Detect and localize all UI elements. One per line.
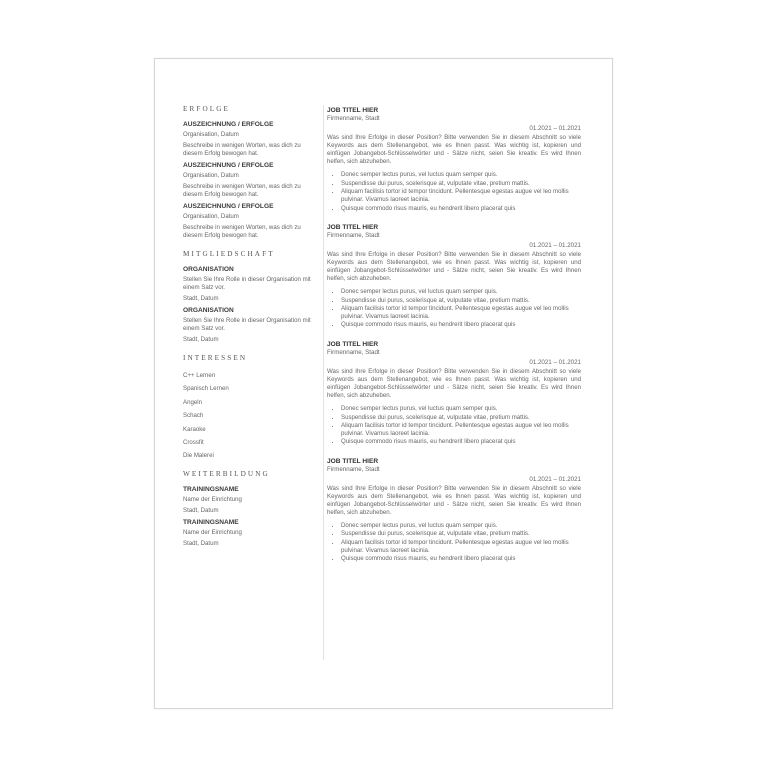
job-bullet: • Quisque commodo risus mauris, eu hendrerit libero placerat quis xyxy=(341,555,581,562)
job-bullets xyxy=(327,405,581,446)
training-place: Stadt, Datum xyxy=(183,540,219,548)
job-company: Firmenname, Stadt xyxy=(327,348,380,356)
membership-description: Stellen Sie Ihre Rolle in dieser Organisation mit einem Satz vor. xyxy=(183,276,311,291)
achievement-description: Beschreibe in wenigen Worten, was dich zu diesem Erfolg bewogen hat. xyxy=(183,142,301,157)
section-title: INTERESSEN xyxy=(183,354,248,362)
section-title: MITGLIEDSCHAFT xyxy=(183,250,275,258)
interests-list xyxy=(183,372,317,460)
interest-item: Angeln xyxy=(183,398,202,406)
achievement-org: Organisation, Datum xyxy=(183,213,239,220)
left-column xyxy=(183,105,317,558)
membership-title: ORGANISATION xyxy=(183,266,234,273)
job-bullet: • Quisque commodo risus mauris, eu hendrerit libero placerat quis xyxy=(341,321,581,328)
training-place: Stadt, Datum xyxy=(183,507,219,515)
job-bullet: • Aliquam facilisis tortor id tempor tincidunt. Pellentesque egestas augue vel leo mollis pulvinar. Vivamus laoreet lacinia. xyxy=(341,305,581,320)
section-mitgliedschaft xyxy=(183,250,317,344)
job-bullet: • Donec semper lectus purus, vel luctus quam semper quis. xyxy=(341,405,581,412)
achievement-title: AUSZEICHNUNG / ERFOLGE xyxy=(183,162,274,169)
membership-place: Stadt, Datum xyxy=(183,295,219,302)
section-title: WEITERBILDUNG xyxy=(183,470,270,479)
membership-place: Stadt, Datum xyxy=(183,336,219,343)
job-bullet: • Aliquam facilisis tortor id tempor tincidunt. Pellentesque egestas augue vel leo mollis pulvinar. Vivamus laoreet lacinia. xyxy=(341,539,581,554)
job-entry xyxy=(327,340,581,446)
achievement-item xyxy=(183,161,317,199)
achievement-title: AUSZEICHNUNG / ERFOLGE xyxy=(183,121,274,128)
interest-item: Schach xyxy=(183,412,204,420)
section-erfolge xyxy=(183,105,317,240)
job-dates: 01.2021 – 01.2021 xyxy=(529,358,581,366)
job-bullet: • Donec semper lectus purus, vel luctus quam semper quis. xyxy=(341,522,581,529)
section-title: ERFOLGE xyxy=(183,105,231,113)
job-description: Was sind Ihre Erfolge in dieser Position? Bitte verwenden Sie in diesem Abschnitt so viele Keywords aus dem Stellenangebot, wie es Ihnen passt. Was wichtig ist, kopieren und einfügen Jobangebot-Schlüsselwörter und - Sätze nicht, seien Sie kreativ. Es wird Ihnen helfen, sich abzuheben. xyxy=(327,484,581,516)
achievement-item xyxy=(183,120,317,158)
interest-item: Spanisch Lernen xyxy=(183,385,229,393)
achievement-org: Organisation, Datum xyxy=(183,131,239,138)
achievement-org: Organisation, Datum xyxy=(183,172,239,179)
job-bullet: • Aliquam facilisis tortor id tempor tincidunt. Pellentesque egestas augue vel leo mollis pulvinar. Vivamus laoreet lacinia. xyxy=(341,188,581,203)
job-bullet: • Quisque commodo risus mauris, eu hendrerit libero placerat quis xyxy=(341,438,581,445)
job-bullet: • Suspendisse dui purus, scelerisque at, vulputate vitae, pretium mattis. xyxy=(341,530,581,537)
training-title: TRAININGSNAME xyxy=(183,519,239,527)
job-company: Firmenname, Stadt xyxy=(327,465,380,473)
membership-item xyxy=(183,265,317,303)
interest-item: Crossfit xyxy=(183,438,204,446)
job-company: Firmenname, Stadt xyxy=(327,231,380,239)
job-title: JOB TITEL HIER xyxy=(327,457,379,465)
job-bullets xyxy=(327,171,581,212)
job-bullet: • Suspendisse dui purus, scelerisque at, vulputate vitae, pretium mattis. xyxy=(341,180,581,187)
job-bullet: • Quisque commodo risus mauris, eu hendrerit libero placerat quis xyxy=(341,205,581,212)
interest-item: Die Malerei xyxy=(183,452,214,460)
achievement-title: AUSZEICHNUNG / ERFOLGE xyxy=(183,203,274,210)
job-entry xyxy=(327,457,581,563)
section-weiterbildung xyxy=(183,470,317,548)
training-item xyxy=(183,485,317,515)
interest-item: C++ Lernen xyxy=(183,372,216,379)
job-title: JOB TITEL HIER xyxy=(327,107,379,114)
job-bullet: • Aliquam facilisis tortor id tempor tincidunt. Pellentesque egestas augue vel leo mollis pulvinar. Vivamus laoreet lacinia. xyxy=(341,422,581,437)
training-institution: Name der Einrichtung xyxy=(183,529,242,537)
membership-description: Stellen Sie Ihre Rolle in dieser Organisation mit einem Satz vor. xyxy=(183,317,311,332)
training-title: TRAININGSNAME xyxy=(183,486,239,494)
achievement-item xyxy=(183,202,317,240)
training-item xyxy=(183,518,317,548)
job-company: Firmenname, Stadt xyxy=(327,115,380,122)
experience-column xyxy=(327,106,581,574)
job-dates: 01.2021 – 01.2021 xyxy=(529,241,581,249)
job-bullet: • Donec semper lectus purus, vel luctus quam semper quis. xyxy=(341,171,581,178)
section-interessen xyxy=(183,354,317,460)
column-divider xyxy=(323,105,324,660)
job-bullets xyxy=(327,522,581,563)
membership-item xyxy=(183,306,317,344)
achievement-description: Beschreibe in wenigen Worten, was dich zu diesem Erfolg bewogen hat. xyxy=(183,183,301,198)
job-title: JOB TITEL HIER xyxy=(327,223,379,231)
training-institution: Name der Einrichtung xyxy=(183,496,242,504)
job-bullet: • Suspendisse dui purus, scelerisque at, vulputate vitae, pretium mattis. xyxy=(341,414,581,421)
interest-item: Karaoke xyxy=(183,425,206,433)
job-bullet: • Donec semper lectus purus, vel luctus quam semper quis. xyxy=(341,288,581,295)
job-entry xyxy=(327,106,581,212)
job-bullet: • Suspendisse dui purus, scelerisque at, vulputate vitae, pretium mattis. xyxy=(341,297,581,304)
job-dates: 01.2021 – 01.2021 xyxy=(529,475,581,483)
job-bullets xyxy=(327,288,581,329)
job-title: JOB TITEL HIER xyxy=(327,340,379,348)
job-description: Was sind Ihre Erfolge in dieser Position? Bitte verwenden Sie in diesem Abschnitt so viele Keywords aus dem Stellenangebot, wie es Ihnen passt. Was wichtig ist, kopieren und einfügen Jobangebot-Schlüsselwörter und - Sätze nicht, seien Sie kreativ. Es wird Ihnen helfen, sich abzuheben. xyxy=(327,134,581,165)
membership-title: ORGANISATION xyxy=(183,307,234,314)
job-dates: 01.2021 – 01.2021 xyxy=(529,125,581,132)
achievement-description: Beschreibe in wenigen Worten, was dich zu diesem Erfolg bewogen hat. xyxy=(183,224,301,239)
resume-page xyxy=(154,58,613,709)
job-description: Was sind Ihre Erfolge in dieser Position? Bitte verwenden Sie in diesem Abschnitt so viele Keywords aus dem Stellenangebot, wie es Ihnen passt. Was wichtig ist, kopieren und einfügen Jobangebot-Schlüsselwörter und - Sätze nicht, seien Sie kreativ. Es wird Ihnen helfen, sich abzuheben. xyxy=(327,250,581,282)
job-entry xyxy=(327,223,581,329)
job-description: Was sind Ihre Erfolge in dieser Position? Bitte verwenden Sie in diesem Abschnitt so viele Keywords aus dem Stellenangebot, wie es Ihnen passt. Was wichtig ist, kopieren und einfügen Jobangebot-Schlüsselwörter und - Sätze nicht, seien Sie kreativ. Es wird Ihnen helfen, sich abzuheben. xyxy=(327,367,581,399)
